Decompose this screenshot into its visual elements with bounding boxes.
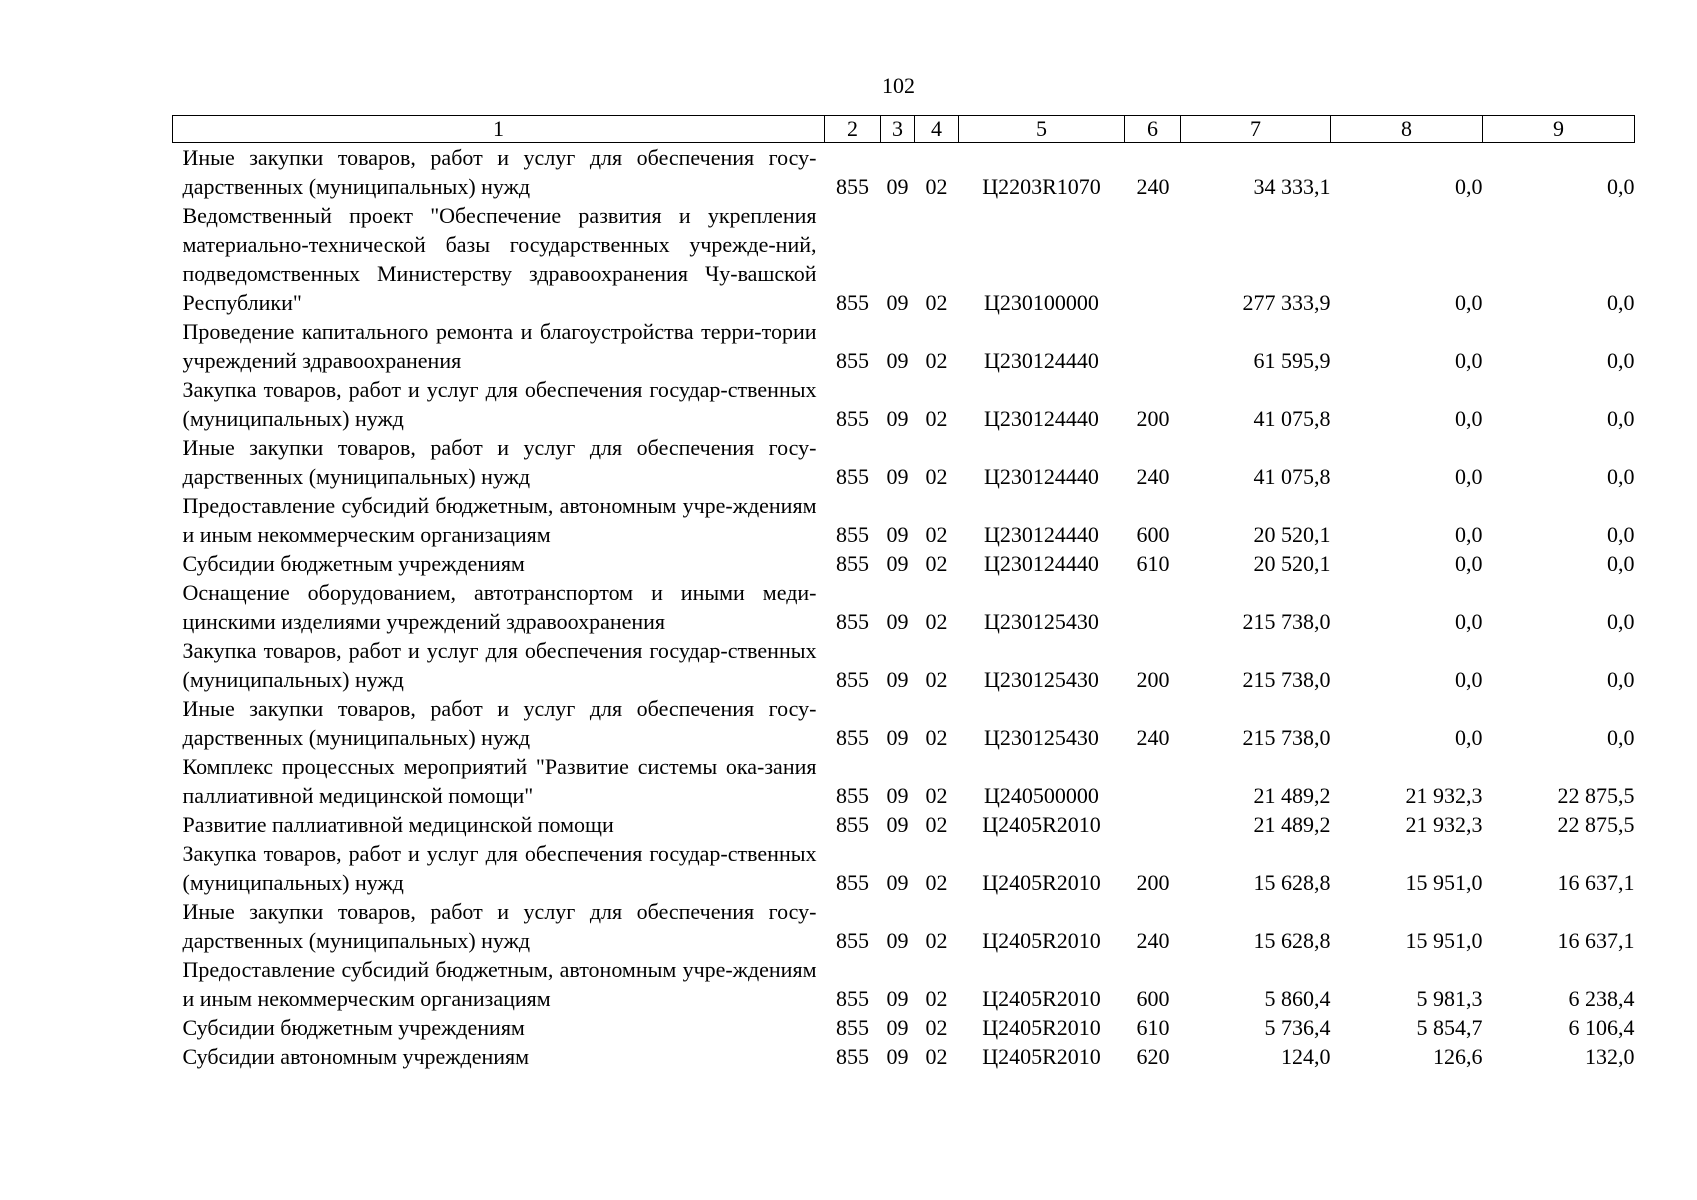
header-cell: 1	[173, 116, 825, 143]
code-section: 09	[886, 522, 909, 547]
amount-year-3: 0,0	[1607, 348, 1635, 373]
amount-year-1: 41 075,8	[1253, 464, 1331, 489]
header-cell: 6	[1125, 116, 1181, 143]
code-subsection: 02	[925, 406, 948, 431]
row-label: Развитие паллиативной медицинской помощи	[182, 812, 614, 837]
code-expense-type: 600	[1136, 522, 1170, 547]
amount-year-2: 5 854,7	[1416, 1015, 1483, 1040]
row-label: Закупка товаров, работ и услуг для обеспечения государ-ственных (муниципальных) нужд	[182, 638, 817, 692]
amount-year-3: 6 238,4	[1568, 986, 1635, 1011]
code-section: 09	[886, 725, 909, 750]
amount-year-2: 0,0	[1455, 348, 1483, 373]
code-subsection: 02	[925, 667, 948, 692]
code-section: 09	[886, 1044, 909, 1069]
code-target: Ц2405R2010	[982, 1044, 1101, 1069]
code-grbs: 855	[836, 1015, 869, 1040]
amount-year-1: 34 333,1	[1253, 174, 1331, 199]
code-expense-type: 610	[1136, 1015, 1170, 1040]
code-target: Ц230124440	[984, 551, 1099, 576]
amount-year-1: 21 489,2	[1253, 812, 1331, 837]
table-row	[173, 752, 1635, 810]
code-expense-type: 200	[1136, 406, 1170, 431]
header-cell: 9	[1483, 116, 1635, 143]
amount-year-2: 0,0	[1455, 406, 1483, 431]
header-cell: 8	[1331, 116, 1483, 143]
code-section: 09	[886, 870, 909, 895]
code-grbs: 855	[836, 986, 869, 1011]
code-section: 09	[886, 928, 909, 953]
code-subsection: 02	[925, 522, 948, 547]
amount-year-3: 6 106,4	[1568, 1015, 1635, 1040]
code-grbs: 855	[836, 812, 869, 837]
table-body	[173, 116, 1635, 1072]
table-row	[173, 839, 1635, 897]
amount-year-1: 15 628,8	[1253, 928, 1331, 953]
row-label: Предоставление субсидий бюджетным, автономным учре-ждениям и иным некоммерческим организациям	[182, 493, 817, 547]
amount-year-3: 16 637,1	[1557, 928, 1635, 953]
code-target: Ц230100000	[984, 290, 1099, 315]
code-target: Ц230124440	[984, 464, 1099, 489]
amount-year-1: 20 520,1	[1253, 551, 1331, 576]
code-grbs: 855	[836, 464, 869, 489]
code-grbs: 855	[836, 609, 869, 634]
amount-year-2: 126,6	[1433, 1044, 1483, 1069]
amount-year-3: 0,0	[1607, 174, 1635, 199]
code-subsection: 02	[925, 609, 948, 634]
code-expense-type: 600	[1136, 986, 1170, 1011]
amount-year-3: 22 875,5	[1557, 783, 1635, 808]
row-label: Иные закупки товаров, работ и услуг для обеспечения госу-дарственных (муниципальных) нужд	[182, 899, 817, 953]
code-expense-type	[1125, 201, 1181, 317]
code-section: 09	[886, 812, 909, 837]
table-row	[173, 491, 1635, 549]
code-target: Ц230124440	[984, 348, 1099, 373]
code-target: Ц2405R2010	[982, 812, 1101, 837]
code-subsection: 02	[925, 928, 948, 953]
table-row	[173, 810, 1635, 839]
amount-year-1: 215 738,0	[1242, 667, 1331, 692]
code-subsection: 02	[925, 174, 948, 199]
code-section: 09	[886, 406, 909, 431]
amount-year-3: 0,0	[1607, 551, 1635, 576]
code-expense-type: 610	[1136, 551, 1170, 576]
table-row	[173, 375, 1635, 433]
code-grbs: 855	[836, 551, 869, 576]
code-section: 09	[886, 783, 909, 808]
amount-year-2: 0,0	[1455, 725, 1483, 750]
header-cell: 7	[1181, 116, 1331, 143]
code-section: 09	[886, 551, 909, 576]
code-section: 09	[886, 986, 909, 1011]
code-expense-type: 240	[1136, 928, 1170, 953]
code-grbs: 855	[836, 870, 869, 895]
amount-year-3: 0,0	[1607, 667, 1635, 692]
row-label: Иные закупки товаров, работ и услуг для обеспечения госу-дарственных (муниципальных) нужд	[182, 435, 817, 489]
amount-year-1: 21 489,2	[1253, 783, 1331, 808]
code-section: 09	[886, 174, 909, 199]
code-section: 09	[886, 464, 909, 489]
header-row	[173, 116, 1635, 143]
code-grbs: 855	[836, 725, 869, 750]
table-row	[173, 897, 1635, 955]
code-target: Ц2405R2010	[982, 928, 1101, 953]
amount-year-1: 20 520,1	[1253, 522, 1331, 547]
table-row	[173, 1042, 1635, 1071]
code-grbs: 855	[836, 928, 869, 953]
code-expense-type: 240	[1136, 464, 1170, 489]
amount-year-3: 0,0	[1607, 464, 1635, 489]
code-target: Ц2405R2010	[982, 1015, 1101, 1040]
row-label: Субсидии автономным учреждениям	[182, 1044, 530, 1069]
code-expense-type	[1125, 578, 1181, 636]
amount-year-3: 0,0	[1607, 725, 1635, 750]
code-subsection: 02	[925, 783, 948, 808]
amount-year-2: 0,0	[1455, 174, 1483, 199]
amount-year-1: 41 075,8	[1253, 406, 1331, 431]
amount-year-3: 0,0	[1607, 522, 1635, 547]
code-target: Ц240500000	[984, 783, 1099, 808]
amount-year-3: 0,0	[1607, 609, 1635, 634]
amount-year-2: 0,0	[1455, 609, 1483, 634]
amount-year-2: 15 951,0	[1405, 928, 1483, 953]
code-target: Ц2405R2010	[982, 870, 1101, 895]
amount-year-1: 215 738,0	[1242, 725, 1331, 750]
code-target: Ц230124440	[984, 522, 1099, 547]
code-grbs: 855	[836, 522, 869, 547]
code-target: Ц230124440	[984, 406, 1099, 431]
row-label: Проведение капитального ремонта и благоустройства терри-тории учреждений здравоохранения	[182, 319, 817, 373]
row-label: Субсидии бюджетным учреждениям	[182, 1015, 525, 1040]
row-label: Предоставление субсидий бюджетным, автономным учре-ждениям и иным некоммерческим организациям	[182, 957, 817, 1011]
code-grbs: 855	[836, 348, 869, 373]
code-grbs: 855	[836, 174, 869, 199]
amount-year-1: 61 595,9	[1253, 348, 1331, 373]
code-subsection: 02	[925, 725, 948, 750]
table-row	[173, 549, 1635, 578]
table-row	[173, 317, 1635, 375]
amount-year-2: 0,0	[1455, 290, 1483, 315]
code-target: Ц230125430	[984, 667, 1099, 692]
code-expense-type: 620	[1136, 1044, 1170, 1069]
row-label: Оснащение оборудованием, автотранспортом и иными меди-цинскими изделиями учреждений здравоохранения	[182, 580, 817, 634]
code-grbs: 855	[836, 667, 869, 692]
code-section: 09	[886, 348, 909, 373]
code-expense-type	[1125, 752, 1181, 810]
code-subsection: 02	[925, 464, 948, 489]
amount-year-2: 0,0	[1455, 464, 1483, 489]
code-section: 09	[886, 609, 909, 634]
table-row	[173, 433, 1635, 491]
header-cell: 5	[959, 116, 1125, 143]
header-cell: 2	[825, 116, 881, 143]
amount-year-1: 277 333,9	[1242, 290, 1331, 315]
table-row	[173, 955, 1635, 1013]
amount-year-2: 21 932,3	[1405, 783, 1483, 808]
code-target: Ц2405R2010	[982, 986, 1101, 1011]
amount-year-2: 0,0	[1455, 522, 1483, 547]
code-grbs: 855	[836, 406, 869, 431]
table-row	[173, 143, 1635, 202]
code-target: Ц230125430	[984, 609, 1099, 634]
amount-year-2: 0,0	[1455, 667, 1483, 692]
amount-year-3: 16 637,1	[1557, 870, 1635, 895]
amount-year-3: 0,0	[1607, 290, 1635, 315]
code-subsection: 02	[925, 986, 948, 1011]
code-section: 09	[886, 290, 909, 315]
amount-year-1: 15 628,8	[1253, 870, 1331, 895]
row-label: Закупка товаров, работ и услуг для обеспечения государ-ственных (муниципальных) нужд	[182, 377, 817, 431]
code-grbs: 855	[836, 290, 869, 315]
table-row	[173, 578, 1635, 636]
header-cell: 3	[881, 116, 915, 143]
code-subsection: 02	[925, 870, 948, 895]
row-label: Закупка товаров, работ и услуг для обеспечения государ-ственных (муниципальных) нужд	[182, 841, 817, 895]
amount-year-1: 5 736,4	[1264, 1015, 1331, 1040]
code-expense-type: 240	[1136, 174, 1170, 199]
row-label: Иные закупки товаров, работ и услуг для обеспечения госу-дарственных (муниципальных) нужд	[182, 696, 817, 750]
budget-table	[172, 115, 1635, 1071]
amount-year-2: 15 951,0	[1405, 870, 1483, 895]
code-subsection: 02	[925, 551, 948, 576]
amount-year-1: 215 738,0	[1242, 609, 1331, 634]
code-subsection: 02	[925, 1015, 948, 1040]
amount-year-1: 124,0	[1281, 1044, 1331, 1069]
code-grbs: 855	[836, 1044, 869, 1069]
code-grbs: 855	[836, 783, 869, 808]
row-label: Комплекс процессных мероприятий "Развитие системы ока-зания паллиативной медицинской помощи"	[182, 754, 817, 808]
code-expense-type: 200	[1136, 870, 1170, 895]
table-row	[173, 1013, 1635, 1042]
code-target: Ц230125430	[984, 725, 1099, 750]
amount-year-3: 0,0	[1607, 406, 1635, 431]
code-subsection: 02	[925, 348, 948, 373]
table-row	[173, 694, 1635, 752]
amount-year-3: 22 875,5	[1557, 812, 1635, 837]
row-label: Иные закупки товаров, работ и услуг для обеспечения госу-дарственных (муниципальных) нужд	[182, 145, 817, 199]
code-subsection: 02	[925, 812, 948, 837]
code-expense-type	[1125, 317, 1181, 375]
code-target: Ц2203R1070	[982, 174, 1101, 199]
row-label: Ведомственный проект "Обеспечение развития и укрепления материально-технической базы государственных учрежде-ний, подведомственных Министерству здравоохранения Чу-вашской Республики"	[182, 203, 817, 315]
row-label: Субсидии бюджетным учреждениям	[182, 551, 525, 576]
page-number: 102	[882, 73, 915, 98]
table-row	[173, 201, 1635, 317]
amount-year-3: 132,0	[1585, 1044, 1635, 1069]
code-subsection: 02	[925, 290, 948, 315]
header-cell: 4	[915, 116, 959, 143]
code-expense-type: 200	[1136, 667, 1170, 692]
amount-year-2: 0,0	[1455, 551, 1483, 576]
code-section: 09	[886, 667, 909, 692]
amount-year-2: 5 981,3	[1416, 986, 1483, 1011]
table-row	[173, 636, 1635, 694]
amount-year-1: 5 860,4	[1264, 986, 1331, 1011]
code-subsection: 02	[925, 1044, 948, 1069]
code-expense-type: 240	[1136, 725, 1170, 750]
code-expense-type	[1125, 810, 1181, 839]
code-section: 09	[886, 1015, 909, 1040]
amount-year-2: 21 932,3	[1405, 812, 1483, 837]
